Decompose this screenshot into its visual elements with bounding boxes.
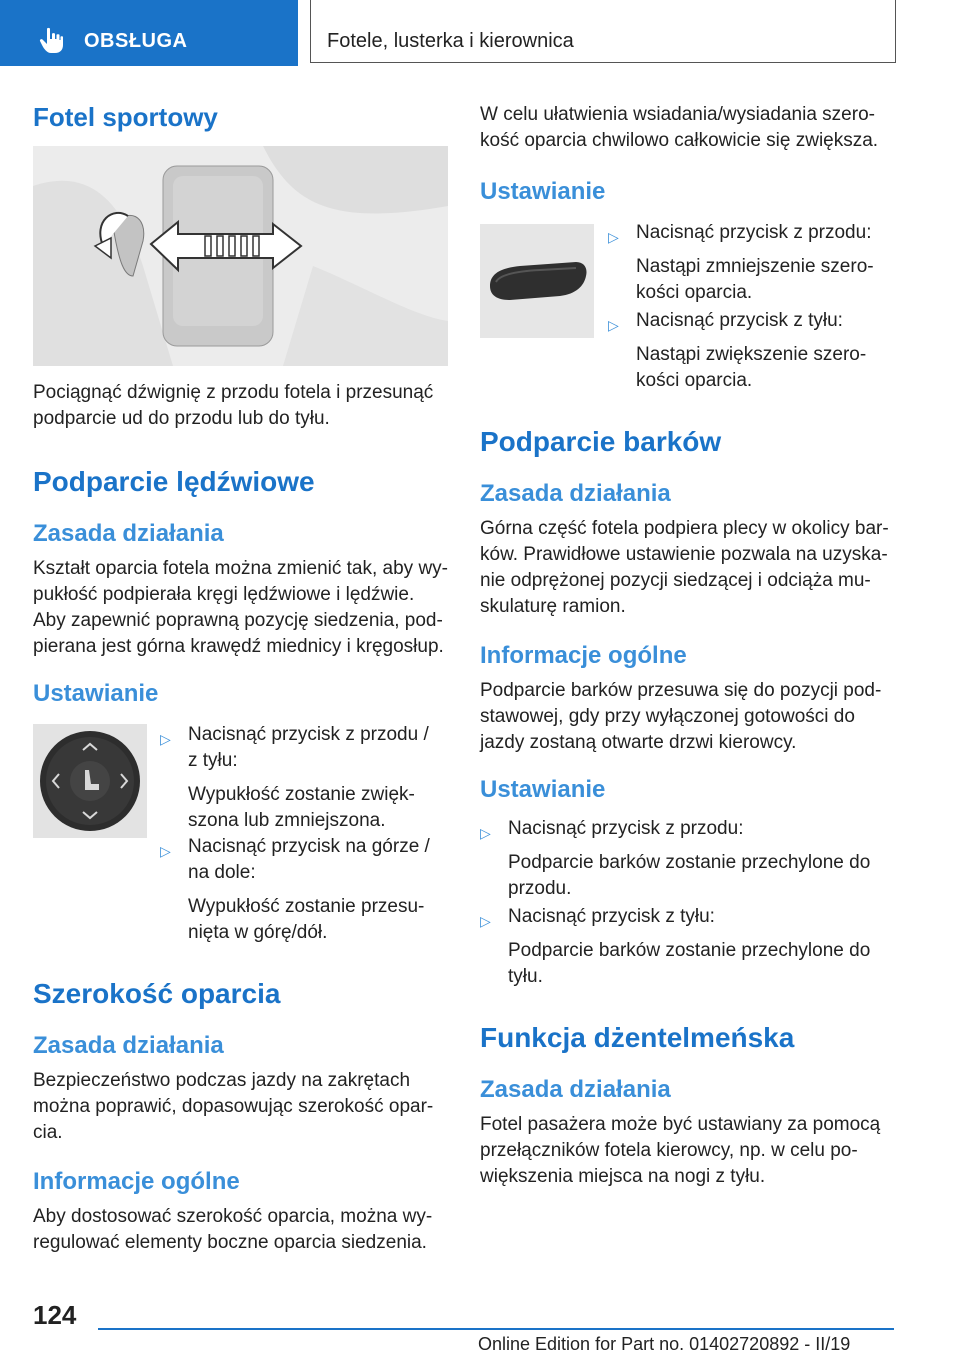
text-line: Pociągnąć dźwignię z przodu fotela i przesunąć	[33, 382, 434, 403]
width-intro-text	[480, 102, 900, 154]
text-line: pierana jest górna krawędź miednicy i kręgosłup.	[33, 636, 444, 657]
triangle-bullet-icon: ▷	[160, 843, 171, 859]
edition-text: Online Edition for Part no. 01402720892 - II/19	[478, 1334, 851, 1354]
sport-seat-image	[33, 146, 448, 366]
bullet-result: szona lub zmniejszona.	[188, 810, 386, 831]
lumbar-principle-heading: Zasada działania	[33, 520, 224, 547]
bullet-result: kości oparcia.	[636, 370, 753, 391]
gentleman-heading: Funkcja dżentelmeńska	[480, 1022, 795, 1053]
page-number: 124	[33, 1300, 77, 1330]
lumbar-heading: Podparcie lędźwiowe	[33, 466, 315, 497]
triangle-bullet-icon: ▷	[608, 229, 619, 245]
bullet-result: Wypukłość zostanie przesu-	[188, 896, 425, 917]
text-line: podparcie ud do przodu lub do tyłu.	[33, 408, 330, 429]
bullet-result: nięta w górę/dół.	[188, 922, 328, 943]
bullet-action: Nacisnąć przycisk z przodu /	[188, 724, 429, 745]
bullet-action: Nacisnąć przycisk z tyłu:	[508, 906, 715, 927]
sport-seat-text	[33, 380, 448, 432]
triangle-bullet-icon: ▷	[160, 731, 171, 747]
width-control-image	[480, 224, 594, 338]
width-general-text	[33, 1204, 453, 1256]
bullet-result: kości oparcia.	[636, 282, 753, 303]
text-line: większenia miejsca na nogi z tyłu.	[480, 1166, 766, 1187]
bullet-action: Nacisnąć przycisk na górze /	[188, 836, 430, 857]
text-line: można poprawić, dopasowując szerokość opar-	[33, 1096, 434, 1117]
text-line: Podparcie barków przesuwa się do pozycji pod-	[480, 680, 882, 701]
text-line: Aby dostosować szerokość oparcia, można wy-	[33, 1206, 433, 1227]
text-line: przełączników fotela kierowcy, np. w celu po-	[480, 1140, 858, 1161]
bullet-result: Wypukłość zostanie zwięk-	[188, 784, 415, 805]
text-line: Fotel pasażera może być ustawiany za pomocą	[480, 1114, 881, 1135]
bullet-action: z tyłu:	[188, 750, 238, 771]
bullet-result: przodu.	[508, 878, 572, 899]
shoulder-setting-heading: Ustawianie	[480, 776, 606, 803]
text-line: kość oparcia chwilowo całkowicie się zwiększa.	[480, 130, 879, 151]
chapter-header	[310, 0, 896, 63]
width-general-heading: Informacje ogólne	[33, 1168, 240, 1195]
bullet-action: na dole:	[188, 862, 256, 883]
bullet-action: Nacisnąć przycisk z przodu:	[636, 222, 872, 243]
bullet-result: tyłu.	[508, 966, 543, 987]
footer-divider	[98, 1328, 894, 1330]
text-line: W celu ułatwienia wsiadania/wysiadania szero-	[480, 104, 875, 125]
gentleman-principle-heading: Zasada działania	[480, 1076, 671, 1103]
section-label: OBSŁUGA	[84, 30, 188, 52]
width-principle-heading: Zasada działania	[33, 1032, 224, 1059]
gentleman-principle-text	[480, 1112, 900, 1190]
shoulder-general-text	[480, 678, 900, 756]
section-tab[interactable]	[0, 0, 298, 66]
lumbar-principle-text	[33, 556, 453, 660]
bullet-result: Nastąpi zwiększenie szero-	[636, 344, 867, 365]
text-line: Aby zapewnić poprawną pozycję siedzenia, pod-	[33, 610, 443, 631]
text-line: Bezpieczeństwo podczas jazdy na zakrętach	[33, 1070, 411, 1091]
width-heading: Szerokość oparcia	[33, 978, 281, 1009]
text-line: stawowej, gdy przy wyłączonej gotowości do	[480, 706, 855, 727]
shoulder-principle-text	[480, 516, 900, 620]
text-line: Kształt oparcia fotela można zmienić tak, aby wy-	[33, 558, 449, 579]
chapter-title: Fotele, lusterka i kierownica	[327, 30, 574, 52]
text-line: skulaturę ramion.	[480, 596, 626, 617]
sport-seat-heading: Fotel sportowy	[33, 102, 218, 132]
triangle-bullet-icon: ▷	[480, 913, 491, 929]
bullet-action: Nacisnąć przycisk z przodu:	[508, 818, 744, 839]
width-principle-text	[33, 1068, 453, 1146]
triangle-bullet-icon: ▷	[608, 317, 619, 333]
shoulder-general-heading: Informacje ogólne	[480, 642, 687, 669]
lumbar-control-image	[33, 724, 147, 838]
text-line: Górna część fotela podpiera plecy w okolicy bar-	[480, 518, 889, 539]
text-line: cia.	[33, 1122, 63, 1143]
text-line: ków. Prawidłowe ustawienie pozwala na uzyska-	[480, 544, 888, 565]
hand-icon	[38, 26, 66, 54]
text-line: nie odprężonej pozycji siedzącej i odciąża mu-	[480, 570, 871, 591]
shoulder-heading: Podparcie barków	[480, 426, 722, 457]
shoulder-principle-heading: Zasada działania	[480, 480, 671, 507]
lumbar-setting-heading: Ustawianie	[33, 680, 159, 707]
width-setting-heading: Ustawianie	[480, 178, 606, 205]
text-line: regulować elementy boczne oparcia siedzenia.	[33, 1232, 427, 1253]
text-line: jazdy zostaną otwarte drzwi kierowcy.	[480, 732, 797, 753]
bullet-result: Nastąpi zmniejszenie szero-	[636, 256, 874, 277]
triangle-bullet-icon: ▷	[480, 825, 491, 841]
text-line: pukłość podpierała kręgi lędźwiowe i lędźwie.	[33, 584, 415, 605]
bullet-result: Podparcie barków zostanie przechylone do	[508, 940, 871, 961]
bullet-result: Podparcie barków zostanie przechylone do	[508, 852, 871, 873]
bullet-action: Nacisnąć przycisk z tyłu:	[636, 310, 843, 331]
